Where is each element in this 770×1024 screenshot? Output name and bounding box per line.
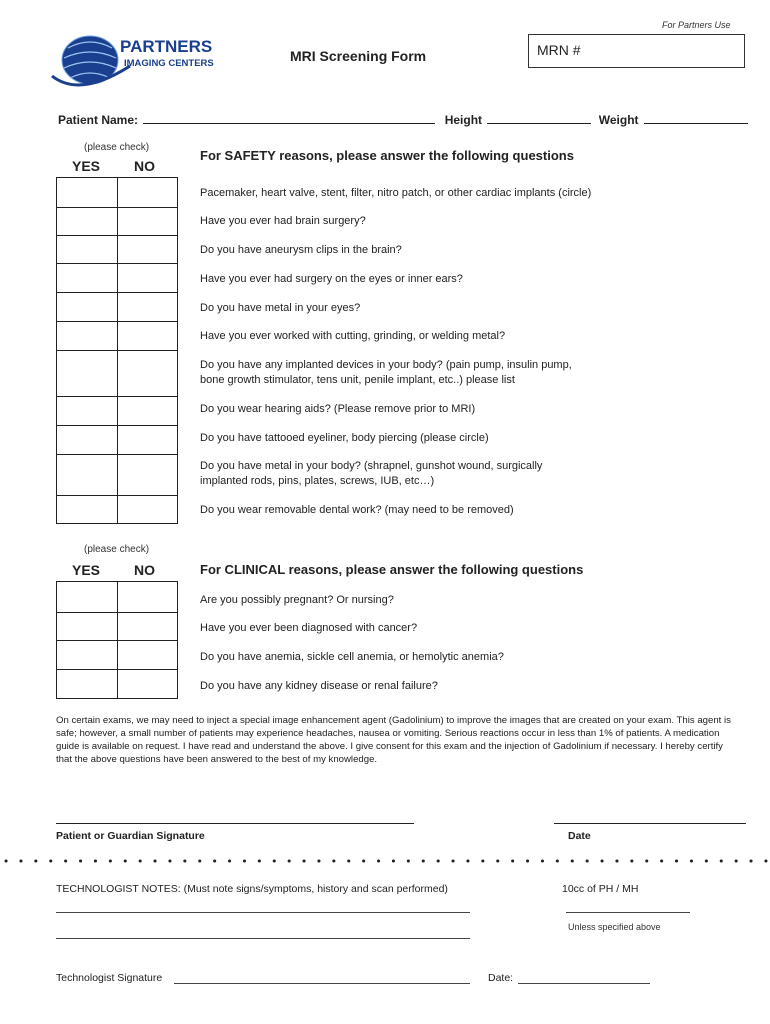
safety-yes-checkbox[interactable] [57, 264, 118, 293]
for-partners-use-label: For Partners Use [662, 20, 731, 30]
dose-override-line[interactable] [566, 912, 690, 913]
clinical-question: Are you possibly pregnant? Or nursing? [200, 594, 394, 606]
logo-text-line2: IMAGING CENTERS [124, 58, 214, 69]
safety-please-check: (please check) [84, 142, 150, 153]
clinical-no-checkbox[interactable] [118, 641, 178, 670]
dotted-separator [0, 858, 770, 864]
clinical-yes-checkbox[interactable] [57, 582, 118, 613]
clinical-no-header: NO [134, 562, 155, 578]
safety-no-checkbox[interactable] [118, 236, 178, 264]
clinical-yes-checkbox[interactable] [57, 670, 118, 699]
clinical-question: Do you have anemia, sickle cell anemia, or hemolytic anemia? [200, 651, 504, 663]
technologist-signature-label: Technologist Signature [56, 972, 163, 984]
safety-yes-checkbox[interactable] [57, 322, 118, 351]
logo-text-line1: PARTNERS [120, 37, 213, 56]
mrn-label: MRN # [537, 42, 581, 58]
safety-check-grid [56, 177, 178, 524]
technologist-notes-line[interactable] [56, 912, 470, 913]
height-label: Height [444, 113, 483, 127]
safety-yes-checkbox[interactable] [57, 236, 118, 264]
safety-no-checkbox[interactable] [118, 351, 178, 397]
gadolinium-consent-text: On certain exams, we may need to inject a special image enhancement agent (Gadolinium) to improve the images that are created on your exam. This agent is safe; however, a small number of patients may experience headaches, nausea or vomiting. Serious reactions occur in less than 1% of patients. A medication guide is available on request. I have read and understand the above. I give consent for this exam and the injection of Gadolinium if necessary. I hereby certify that the above questions have been answered to the best of my knowledge. [56, 715, 731, 765]
safety-question: Do you have tattooed eyeliner, body piercing (please circle) [200, 432, 489, 444]
safety-question: Have you ever worked with cutting, grinding, or welding metal? [200, 330, 506, 342]
safety-yes-checkbox[interactable] [57, 426, 118, 455]
contrast-dose-label: 10cc of PH / MH [562, 883, 639, 895]
safety-heading: For SAFETY reasons, please answer the following questions [200, 148, 574, 163]
safety-question-continued: implanted rods, pins, plates, screws, IUB, etc…) [200, 475, 435, 487]
safety-question: Do you have metal in your eyes? [200, 302, 361, 314]
safety-question: Have you ever had surgery on the eyes or inner ears? [200, 273, 463, 285]
technologist-notes-line[interactable] [56, 938, 470, 939]
clinical-check-grid [56, 581, 178, 699]
clinical-yes-checkbox[interactable] [57, 613, 118, 641]
height-field[interactable] [487, 112, 591, 124]
unless-specified-label: Unless specified above [568, 922, 661, 932]
clinical-heading: For CLINICAL reasons, please answer the following questions [200, 562, 584, 577]
safety-yes-checkbox[interactable] [57, 208, 118, 236]
safety-yes-checkbox[interactable] [57, 455, 118, 496]
safety-no-checkbox[interactable] [118, 426, 178, 455]
safety-no-checkbox[interactable] [118, 455, 178, 496]
technologist-notes-label: TECHNOLOGIST NOTES: (Must note signs/symptoms, history and scan performed) [56, 883, 448, 895]
safety-no-checkbox[interactable] [118, 496, 178, 524]
clinical-question: Have you ever been diagnosed with cancer? [200, 622, 418, 634]
patient-date-line[interactable] [554, 823, 746, 824]
safety-question: Do you have aneurysm clips in the brain? [200, 244, 402, 256]
globe-logo-icon [50, 26, 240, 96]
safety-yes-checkbox[interactable] [57, 178, 118, 208]
safety-no-checkbox[interactable] [118, 178, 178, 208]
safety-no-checkbox[interactable] [118, 293, 178, 322]
form-title: MRI Screening Form [290, 48, 427, 64]
clinical-please-check: (please check) [84, 544, 150, 555]
technologist-date-line[interactable] [518, 983, 650, 984]
safety-no-checkbox[interactable] [118, 322, 178, 351]
safety-yes-checkbox[interactable] [57, 293, 118, 322]
patient-name-label: Patient Name: [58, 113, 139, 127]
safety-yes-header: YES [72, 158, 101, 174]
patient-signature-line[interactable] [56, 823, 414, 824]
patient-info-line [58, 112, 748, 127]
clinical-no-checkbox[interactable] [118, 613, 178, 641]
safety-no-checkbox[interactable] [118, 208, 178, 236]
clinical-question: Do you have any kidney disease or renal failure? [200, 680, 438, 692]
weight-field[interactable] [644, 112, 748, 124]
mrn-field[interactable] [528, 34, 745, 68]
safety-question-continued: bone growth stimulator, tens unit, penile implant, etc..) please list [200, 374, 515, 386]
clinical-no-checkbox[interactable] [118, 582, 178, 613]
partners-imaging-logo [50, 26, 240, 96]
safety-yes-checkbox[interactable] [57, 496, 118, 524]
safety-yes-checkbox[interactable] [57, 351, 118, 397]
safety-question: Do you wear hearing aids? (Please remove prior to MRI) [200, 403, 476, 415]
clinical-yes-header: YES [72, 562, 101, 578]
safety-question: Do you wear removable dental work? (may need to be removed) [200, 504, 514, 516]
patient-date-label: Date [568, 830, 591, 842]
patient-name-field[interactable] [143, 112, 435, 124]
safety-question: Do you have metal in your body? (shrapnel, gunshot wound, surgically [200, 460, 543, 472]
clinical-yes-checkbox[interactable] [57, 641, 118, 670]
safety-question: Have you ever had brain surgery? [200, 215, 366, 227]
safety-yes-checkbox[interactable] [57, 397, 118, 426]
technologist-date-label: Date: [488, 972, 514, 984]
safety-question: Pacemaker, heart valve, stent, filter, nitro patch, or other cardiac implants (circle) [200, 187, 592, 199]
safety-no-header: NO [134, 158, 155, 174]
safety-question: Do you have any implanted devices in your body? (pain pump, insulin pump, [200, 359, 572, 371]
clinical-no-checkbox[interactable] [118, 670, 178, 699]
safety-no-checkbox[interactable] [118, 264, 178, 293]
weight-label: Weight [598, 113, 639, 127]
patient-signature-label: Patient or Guardian Signature [56, 830, 205, 842]
safety-no-checkbox[interactable] [118, 397, 178, 426]
technologist-signature-line[interactable] [174, 983, 470, 984]
